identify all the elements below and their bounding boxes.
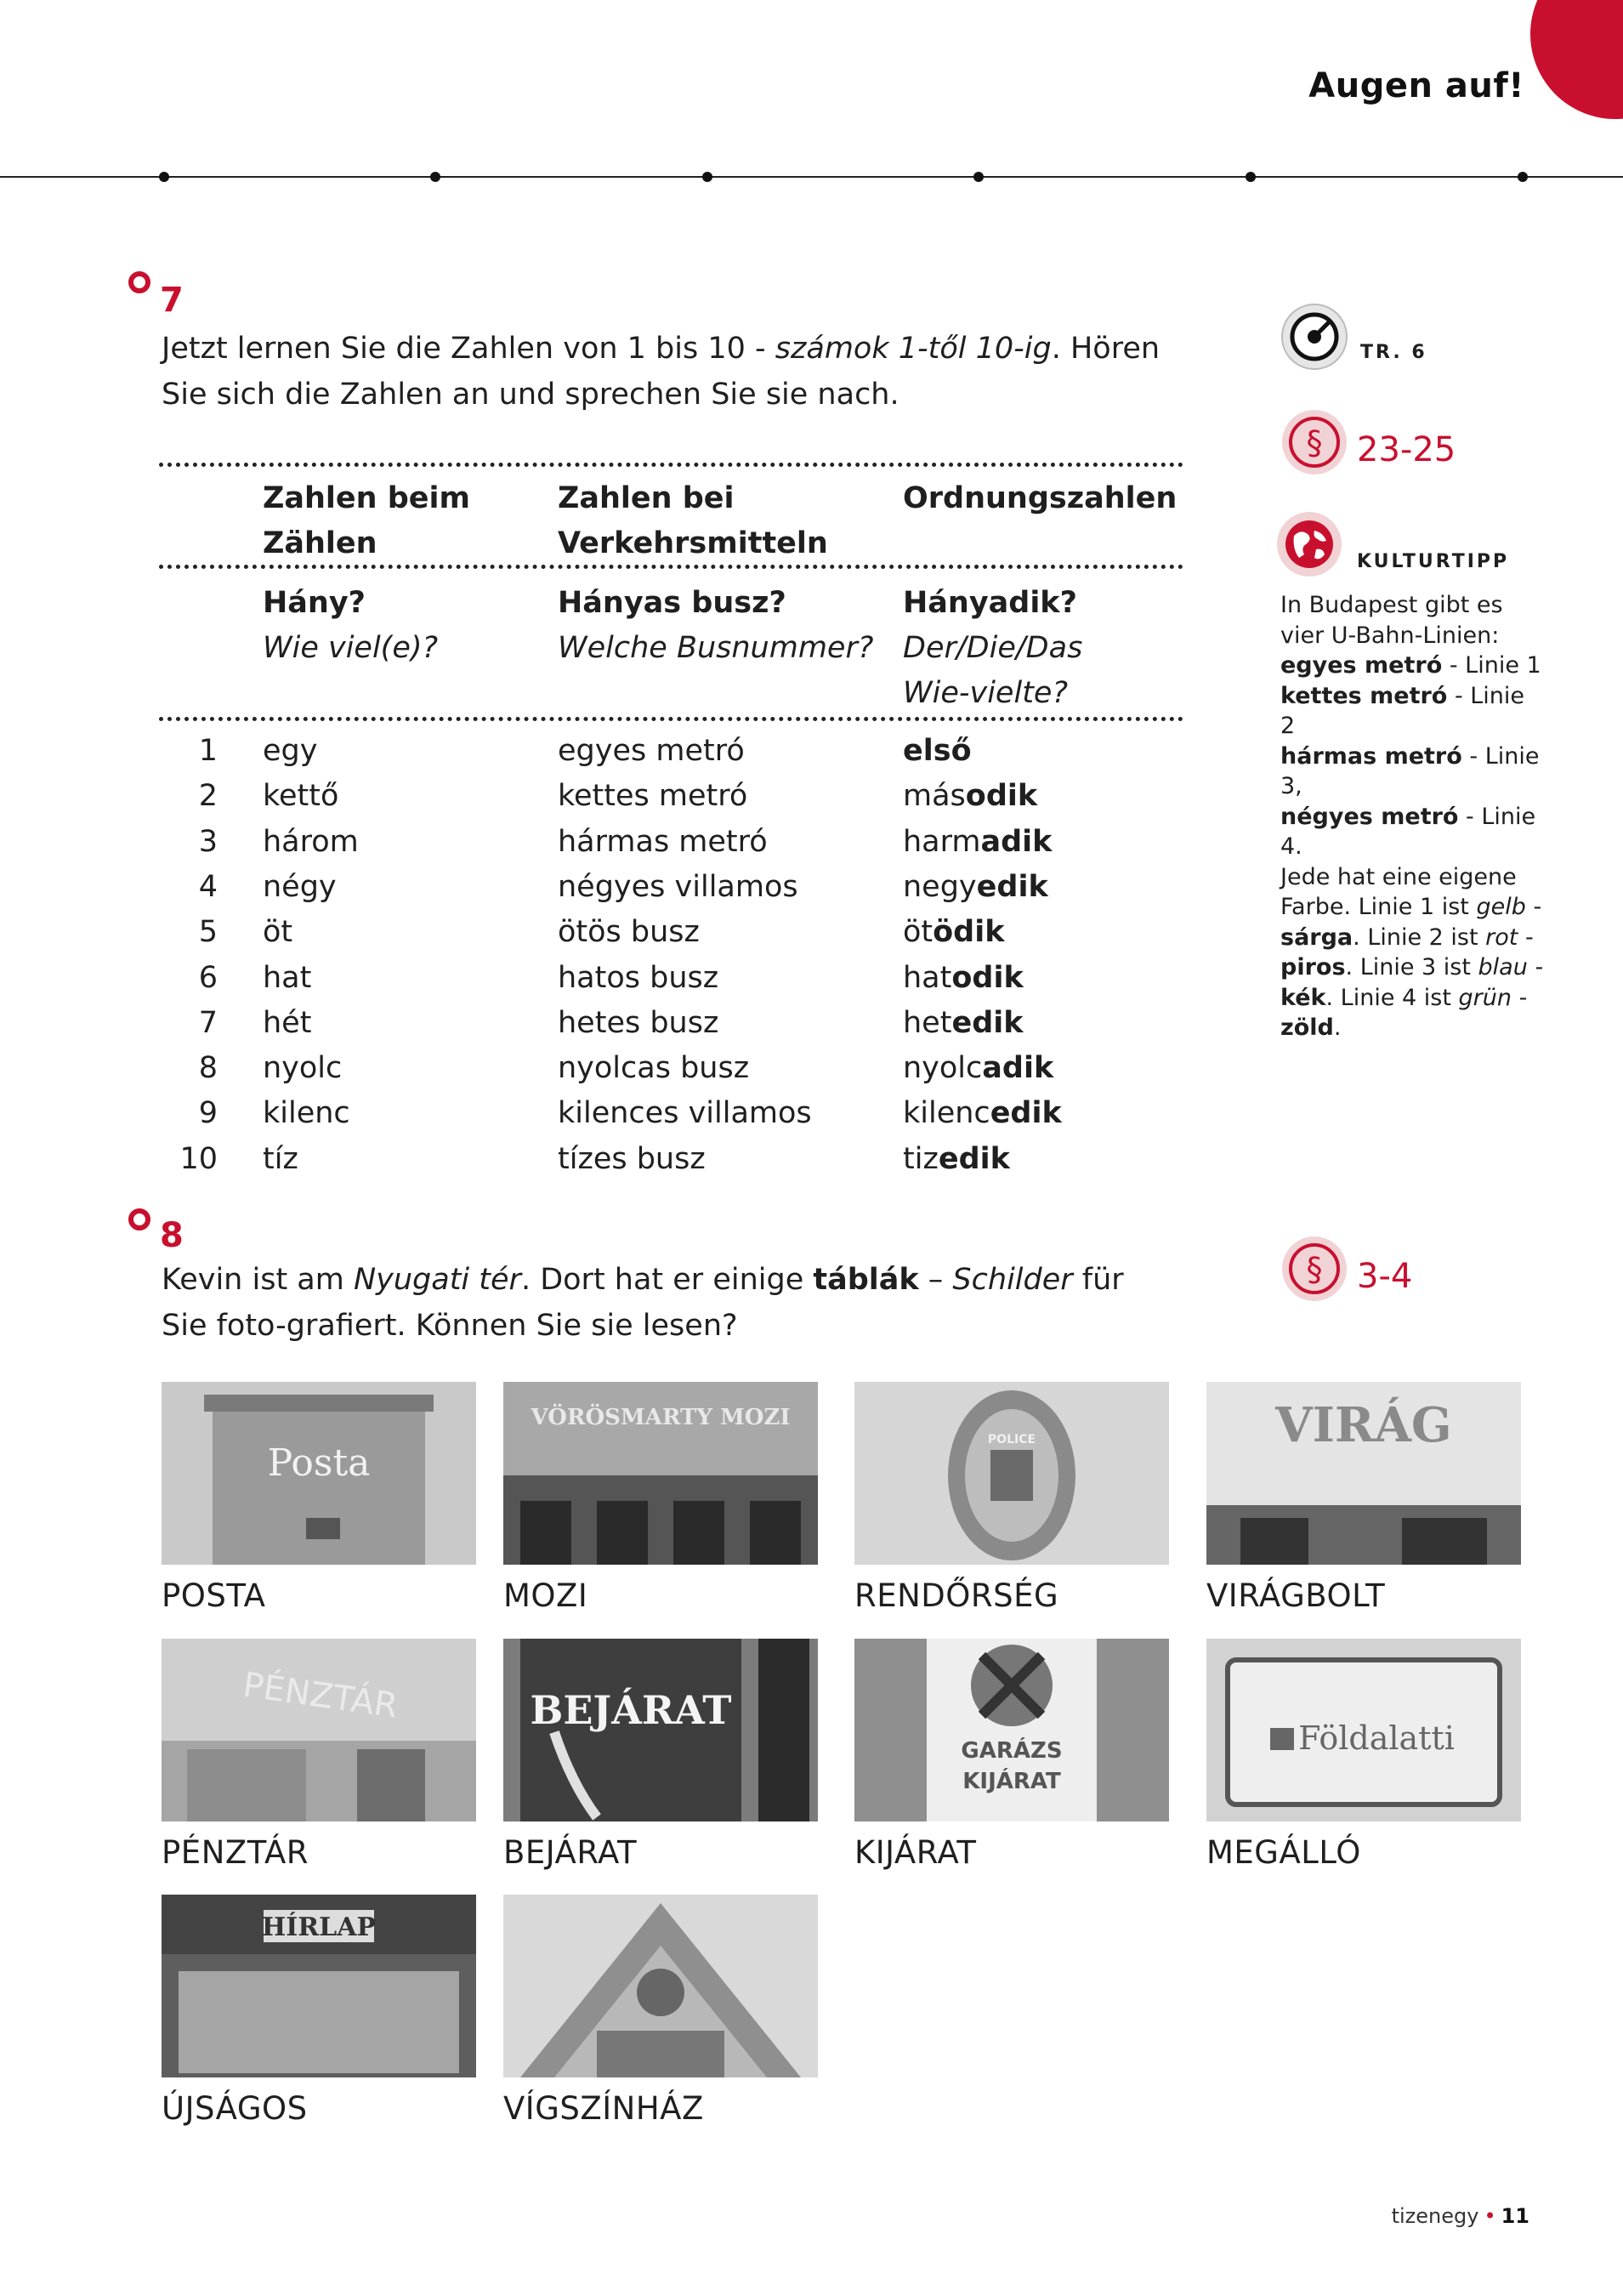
ordinal-suffix: odik bbox=[951, 961, 1024, 995]
question-counting bbox=[263, 581, 535, 671]
grammar-reference: 23-25 bbox=[1357, 430, 1456, 469]
cell-transport-number: tízes busz bbox=[558, 1142, 706, 1176]
cell-transport-number: kilences villamos bbox=[558, 1096, 812, 1130]
sign-photo-label: BEJÁRAT bbox=[503, 1834, 638, 1871]
instr-italic: Schilder bbox=[952, 1263, 1073, 1297]
kt-text: In Budapest gibt es vier U-Bahn-Linien: bbox=[1280, 592, 1503, 649]
kt-bold: egyes metró bbox=[1280, 652, 1443, 679]
page-title: Augen auf! bbox=[1308, 66, 1524, 105]
kt-bold: sárga bbox=[1280, 924, 1353, 951]
kt-bold: kék bbox=[1280, 984, 1326, 1011]
kt-bold: hármas metró bbox=[1280, 742, 1462, 770]
row-number: 2 bbox=[198, 779, 218, 813]
exercise-7-instruction bbox=[162, 326, 1199, 418]
sign-photo-label: MOZI bbox=[503, 1577, 588, 1614]
cell-ordinal-number bbox=[903, 825, 1052, 859]
audio-cd-icon bbox=[1280, 303, 1348, 371]
sign-photo bbox=[854, 1382, 1169, 1565]
row-number: 8 bbox=[198, 1051, 218, 1085]
page-number-word: tizenegy bbox=[1391, 2204, 1479, 2228]
svg-text:VIRÁG: VIRÁG bbox=[1275, 1397, 1452, 1453]
kt-text: . Linie 4 ist bbox=[1325, 984, 1459, 1011]
ordinal-suffix: odik bbox=[965, 779, 1038, 813]
rule-dot bbox=[159, 172, 169, 182]
page-number: 11 bbox=[1501, 2204, 1529, 2228]
svg-text:HÍRLAP: HÍRLAP bbox=[261, 1912, 377, 1942]
cell-transport-number: egyes metró bbox=[558, 734, 745, 768]
cell-counting-number: kilenc bbox=[263, 1096, 350, 1130]
question-de: Wie viel(e)? bbox=[263, 631, 439, 665]
cell-counting-number: tíz bbox=[263, 1142, 298, 1176]
svg-text:VÖRÖSMARTY MOZI: VÖRÖSMARTY MOZI bbox=[531, 1405, 791, 1430]
question-hu: Hányadik? bbox=[903, 586, 1077, 620]
row-number: 1 bbox=[198, 734, 218, 768]
kt-text: - Linie 1 bbox=[1442, 652, 1541, 679]
row-number: 3 bbox=[198, 825, 218, 859]
rule-dot bbox=[973, 172, 984, 182]
kt-text: . Linie 2 ist bbox=[1353, 924, 1486, 951]
page-footer: tizenegy • 11 bbox=[1391, 2204, 1529, 2228]
kt-text: - Linie 4. bbox=[1280, 803, 1536, 860]
grammar-reference: 3-4 bbox=[1357, 1257, 1413, 1296]
kt-text: . Linie 3 ist bbox=[1345, 954, 1478, 980]
cell-counting-number: nyolc bbox=[263, 1051, 343, 1085]
ordinal-stem: negy bbox=[903, 870, 977, 904]
kt-text: - bbox=[1527, 954, 1544, 980]
cell-transport-number: hármas metró bbox=[558, 825, 768, 859]
sign-photo-image bbox=[854, 1639, 1169, 1821]
kt-text: - bbox=[1518, 924, 1534, 951]
svg-text:GARÁZS: GARÁZS bbox=[961, 1738, 1063, 1764]
kt-bold: piros bbox=[1280, 954, 1346, 980]
kt-italic: rot bbox=[1485, 924, 1518, 951]
cell-transport-number: kettes metró bbox=[558, 779, 748, 813]
instr-text: . Dort hat er einige bbox=[520, 1263, 814, 1297]
sign-photo-image bbox=[503, 1639, 818, 1821]
track-label: TR. 6 bbox=[1360, 342, 1427, 363]
header-rule bbox=[0, 176, 1623, 178]
sign-photo-image bbox=[503, 1382, 818, 1565]
cell-ordinal-number bbox=[903, 1051, 1053, 1085]
sign-photo-image bbox=[503, 1895, 818, 2077]
cell-counting-number: egy bbox=[263, 734, 318, 768]
kt-text: - Linie 2 bbox=[1280, 682, 1525, 739]
sign-photo-label: RENDŐRSÉG bbox=[854, 1577, 1059, 1614]
cell-ordinal-number bbox=[903, 915, 1005, 949]
table-dotted-rule bbox=[159, 717, 1183, 721]
sign-photo-image bbox=[1206, 1382, 1521, 1565]
rule-dot bbox=[702, 172, 712, 182]
table-header-counting: Zahlen beim Zählen bbox=[263, 481, 471, 560]
sign-photo-image bbox=[1206, 1639, 1521, 1821]
instr-text: Jetzt lernen Sie die Zahlen von 1 bis 10 - bbox=[162, 332, 775, 366]
cell-ordinal-number bbox=[903, 870, 1048, 904]
sign-photo-label: POSTA bbox=[162, 1577, 266, 1614]
question-hu: Hány? bbox=[263, 586, 366, 620]
kt-text: - bbox=[1511, 984, 1528, 1011]
instr-text: für Sie foto-grafiert. Können Sie sie lesen? bbox=[162, 1263, 1124, 1343]
svg-text:POLICE: POLICE bbox=[987, 1433, 1036, 1446]
question-de: Der/Die/Das Wie-vielte? bbox=[903, 631, 1083, 710]
sign-photo bbox=[1206, 1382, 1521, 1565]
ordinal-suffix: ödik bbox=[933, 915, 1005, 949]
cell-ordinal-number bbox=[903, 1006, 1024, 1040]
ordinal-stem: tiz bbox=[903, 1142, 939, 1176]
ordinal-suffix: adik bbox=[980, 825, 1053, 859]
exercise-8-number: 8 bbox=[160, 1216, 184, 1255]
cell-ordinal-number bbox=[903, 1096, 1062, 1130]
sign-photo-label: VIRÁGBOLT bbox=[1206, 1577, 1386, 1614]
sign-photo bbox=[1206, 1639, 1521, 1821]
row-number: 4 bbox=[198, 870, 218, 904]
ordinal-stem: kilenc bbox=[903, 1096, 990, 1130]
exercise-7-number: 7 bbox=[160, 281, 184, 320]
cell-transport-number: hatos busz bbox=[558, 961, 719, 995]
instr-text: Kevin ist am bbox=[162, 1263, 354, 1297]
kulturtipp-text bbox=[1280, 590, 1544, 1043]
instr-text: – bbox=[918, 1263, 953, 1297]
question-transport bbox=[558, 581, 881, 671]
kt-bold: kettes metró bbox=[1280, 682, 1448, 709]
kt-italic: gelb bbox=[1476, 894, 1526, 920]
cell-counting-number: öt bbox=[263, 915, 293, 949]
cell-ordinal-number bbox=[903, 961, 1024, 995]
cell-transport-number: nyolcas busz bbox=[558, 1051, 750, 1085]
question-de: Welche Busnummer? bbox=[558, 631, 874, 665]
table-header-ordinal: Ordnungszahlen bbox=[903, 481, 1178, 515]
ordinal-suffix: edik bbox=[990, 1096, 1062, 1130]
sign-photo bbox=[162, 1382, 476, 1565]
cell-counting-number: hat bbox=[263, 961, 312, 995]
cell-transport-number: ötös busz bbox=[558, 915, 700, 949]
sign-photo bbox=[162, 1639, 476, 1821]
svg-text:PÉNZTÁR: PÉNZTÁR bbox=[240, 1665, 400, 1726]
kt-bold: zöld bbox=[1280, 1014, 1334, 1041]
ordinal-suffix: edik bbox=[976, 870, 1048, 904]
cell-counting-number: három bbox=[263, 825, 359, 859]
sign-photo-label: VÍGSZÍNHÁZ bbox=[503, 2090, 704, 2127]
globe-icon bbox=[1275, 510, 1343, 578]
sign-photo-image bbox=[162, 1639, 476, 1821]
sign-photo bbox=[854, 1639, 1169, 1821]
sign-photo-image bbox=[854, 1382, 1169, 1565]
row-number: 6 bbox=[198, 961, 218, 995]
ordinal-suffix: adik bbox=[982, 1051, 1054, 1085]
grammar-section-icon bbox=[1280, 408, 1348, 476]
ordinal-stem: öt bbox=[903, 915, 934, 949]
sign-photo bbox=[503, 1895, 818, 2077]
sign-photo bbox=[162, 1895, 476, 2077]
sign-photo bbox=[503, 1639, 818, 1821]
cell-ordinal-number bbox=[903, 734, 972, 768]
kt-text: - bbox=[1525, 894, 1542, 920]
instr-italic: számok 1-től 10-ig bbox=[775, 332, 1052, 366]
rule-dot bbox=[1246, 172, 1256, 182]
row-number: 10 bbox=[179, 1142, 218, 1176]
sign-photo-image bbox=[162, 1895, 476, 2077]
kt-italic: blau bbox=[1478, 954, 1528, 980]
kulturtipp-label: KULTURTIPP bbox=[1357, 551, 1510, 572]
rule-dot bbox=[430, 172, 440, 182]
svg-text:Posta: Posta bbox=[267, 1441, 371, 1485]
kt-italic: grün bbox=[1458, 984, 1512, 1011]
svg-text:§: § bbox=[1306, 424, 1323, 462]
svg-text:§: § bbox=[1306, 1251, 1323, 1288]
kt-text: . bbox=[1333, 1014, 1342, 1041]
cell-transport-number: hetes busz bbox=[558, 1006, 719, 1040]
table-header-transport: Zahlen bei Verkehrsmitteln bbox=[558, 481, 828, 560]
sign-photo-image bbox=[162, 1382, 476, 1565]
row-number: 5 bbox=[198, 915, 218, 949]
row-number: 7 bbox=[198, 1006, 218, 1040]
cell-counting-number: hét bbox=[263, 1006, 312, 1040]
rule-dot bbox=[1518, 172, 1528, 182]
kt-text: Jede hat eine eigene Farbe. Linie 1 ist bbox=[1280, 863, 1517, 920]
exercise-8-instruction bbox=[162, 1257, 1173, 1349]
svg-text:KIJÁRAT: KIJÁRAT bbox=[962, 1769, 1061, 1794]
kt-text: - Linie 3, bbox=[1280, 742, 1540, 799]
question-ordinal bbox=[903, 581, 1141, 716]
cell-ordinal-number bbox=[903, 1142, 1010, 1176]
table-dotted-rule bbox=[159, 463, 1183, 467]
sign-photo bbox=[503, 1382, 818, 1565]
row-number: 9 bbox=[198, 1096, 218, 1130]
svg-text:Földalatti: Földalatti bbox=[1298, 1719, 1455, 1757]
ordinal-stem: het bbox=[903, 1006, 952, 1040]
kt-bold: négyes metró bbox=[1280, 803, 1459, 830]
ordinal-stem: más bbox=[903, 779, 966, 813]
ordinal-suffix: edik bbox=[951, 1006, 1024, 1040]
cell-counting-number: négy bbox=[263, 870, 337, 904]
instr-italic: Nyugati tér bbox=[353, 1263, 521, 1297]
cell-counting-number: kettő bbox=[263, 779, 339, 813]
sign-photo-label: MEGÁLLÓ bbox=[1206, 1834, 1361, 1871]
corner-accent bbox=[1530, 0, 1623, 119]
ordinal-suffix: edik bbox=[938, 1142, 1010, 1176]
sign-photo-label: PÉNZTÁR bbox=[162, 1834, 309, 1871]
ordinal-stem: harm bbox=[903, 825, 981, 859]
cell-transport-number: négyes villamos bbox=[558, 870, 798, 904]
question-hu: Hányas busz? bbox=[558, 586, 786, 620]
cell-ordinal-number bbox=[903, 779, 1037, 813]
ordinal-stem: nyolc bbox=[903, 1051, 983, 1085]
sign-photo-label: ÚJSÁGOS bbox=[162, 2090, 308, 2127]
instr-bold: táblák bbox=[813, 1263, 919, 1297]
svg-text:BEJÁRAT: BEJÁRAT bbox=[530, 1687, 732, 1733]
grammar-section-icon bbox=[1280, 1235, 1348, 1303]
ordinal-suffix: első bbox=[903, 734, 972, 768]
ordinal-stem: hat bbox=[903, 961, 952, 995]
sign-photo-label: KIJÁRAT bbox=[854, 1834, 977, 1871]
instr-text: . Hören Sie sich die Zahlen an und sprechen Sie sie nach. bbox=[162, 332, 1161, 412]
